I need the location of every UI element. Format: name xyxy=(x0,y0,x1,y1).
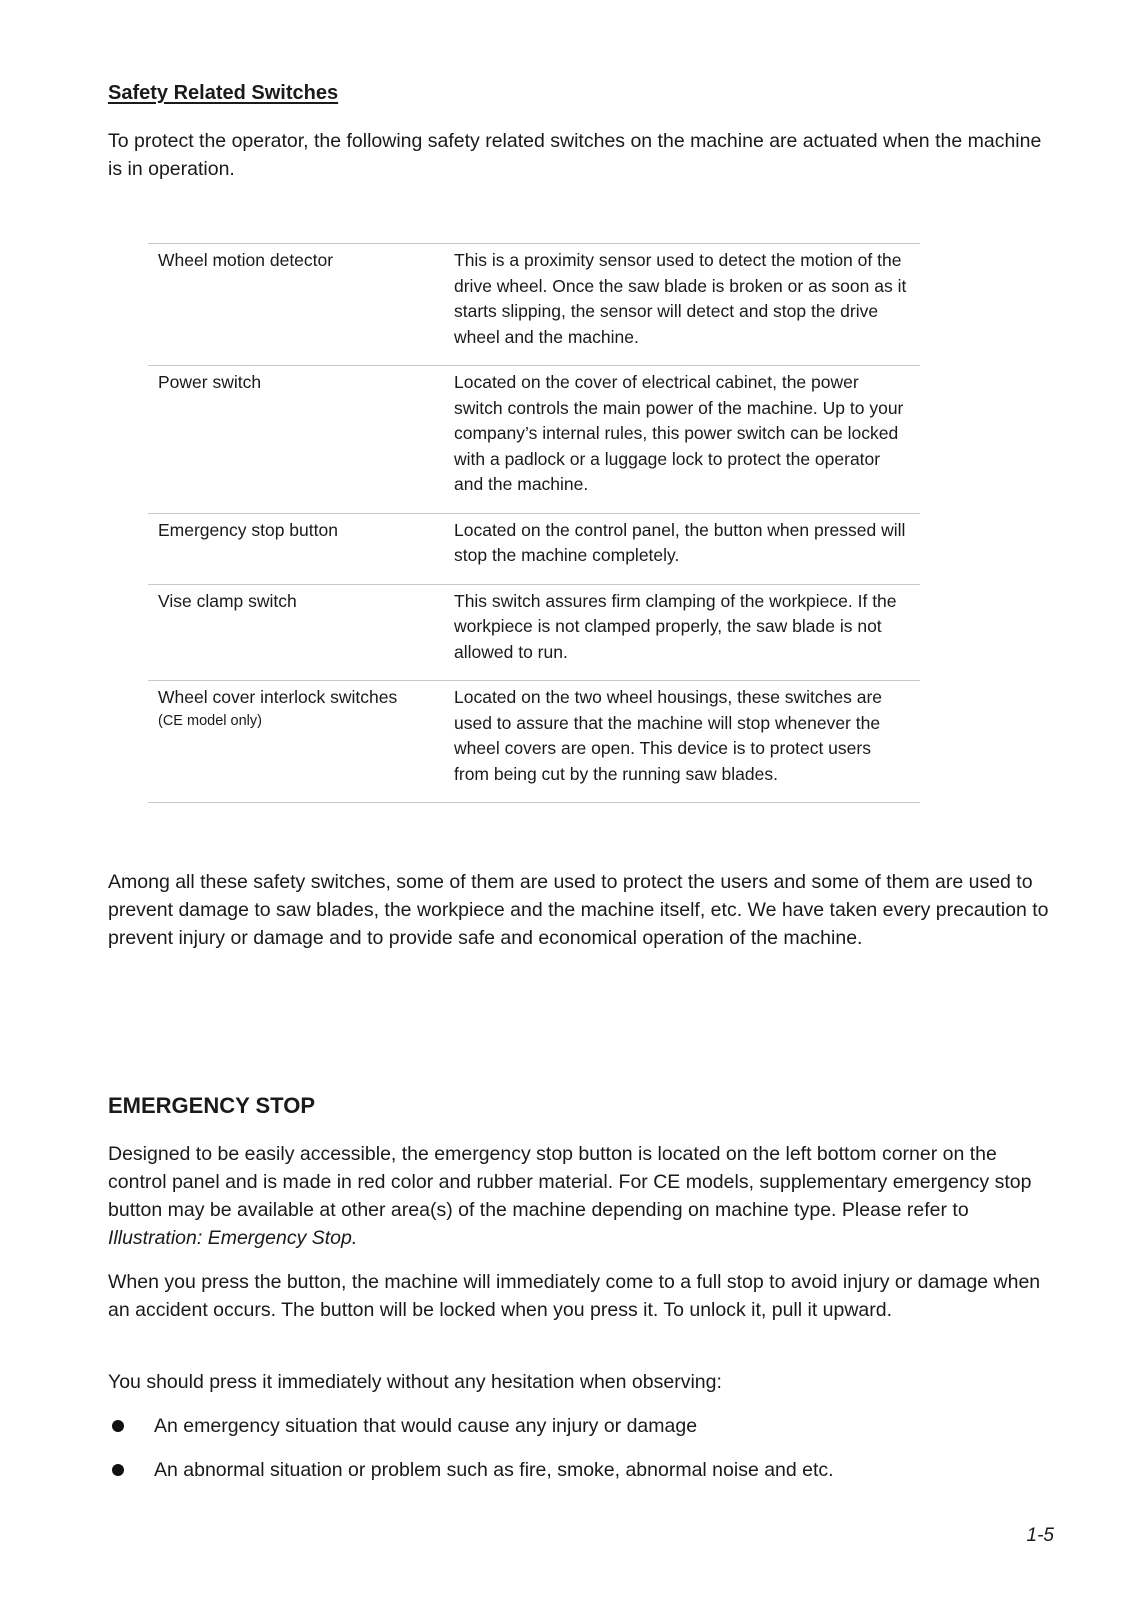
list-item xyxy=(108,1456,1050,1484)
switch-name-cell xyxy=(148,366,444,514)
safety-switches-table xyxy=(148,243,920,803)
section-heading: Safety Related Switches xyxy=(108,82,339,104)
illustration-reference: Illustration: Emergency Stop. xyxy=(108,1227,358,1249)
switch-note: (CE model only) xyxy=(158,712,262,729)
switch-description: This switch assures firm clamping of the workpiece. If the workpiece is not clamped properly, the saw blade is not allowed to run. xyxy=(454,590,897,662)
switch-name: Vise clamp switch xyxy=(158,590,297,611)
emergency-paragraph-3: You should press it immediately without any hesitation when observing: xyxy=(108,1371,722,1393)
switch-name-cell xyxy=(148,584,444,681)
switch-name: Emergency stop button xyxy=(158,519,338,540)
switch-name: Wheel motion detector xyxy=(158,250,334,270)
switch-description: Located on the cover of electrical cabinet, the power switch controls the main power of the machine. Up to your company’s internal rules, this power switch can be locked with a padlock or a luggage lock to protect the operator and the machine. xyxy=(454,372,904,494)
switch-description: This is a proximity sensor used to detect the motion of the drive wheel. Once the saw blade is broken or as soon as it starts slipping, the sensor will detect and stop the drive wheel and the machine. xyxy=(454,250,907,347)
list-item xyxy=(108,1412,1050,1440)
emergency-paragraph-1-text: Designed to be easily accessible, the emergency stop button is located on the left bottom corner on the control panel and is made in red color and rubber material. For CE models, supplementary emergency stop button may be available at other area(s) of the machine depending on machine type. Please refer to xyxy=(108,1143,1032,1221)
table-row xyxy=(148,681,920,803)
list-item-text: An emergency situation that would cause any injury or damage xyxy=(154,1415,698,1437)
table-row xyxy=(148,244,920,366)
summary-paragraph: Among all these safety switches, some of them are used to protect the users and some of them are used to prevent damage to saw blades, the workpiece and the machine itself, etc. We have taken every precaution to prevent injury or damage and to provide safe and economical operation of the machine. xyxy=(108,871,1049,949)
observation-list xyxy=(108,1412,1050,1500)
table-row xyxy=(148,584,920,681)
emergency-stop-heading: EMERGENCY STOP xyxy=(108,1093,316,1118)
intro-paragraph: To protect the operator, the following safety related switches on the machine are actuated when the machine is in operation. xyxy=(108,130,1042,180)
switch-description: Located on the control panel, the button when pressed will stop the machine completely. xyxy=(454,519,906,565)
emergency-paragraph-2: When you press the button, the machine will immediately come to a full stop to avoid injury or damage when an accident occurs. The button will be locked when you press it. To unlock it, pull it upward. xyxy=(108,1271,1041,1321)
table-row xyxy=(148,366,920,514)
switch-name-cell xyxy=(148,244,444,366)
switch-name: Wheel cover interlock switches xyxy=(158,687,398,707)
page-number: 1-5 xyxy=(1026,1525,1054,1546)
switch-description: Located on the two wheel housings, these switches are used to assure that the machine will stop whenever the wheel covers are open. This device is to protect users from being cut by the running saw blades. xyxy=(454,687,883,784)
list-item-text: An abnormal situation or problem such as fire, smoke, abnormal noise and etc. xyxy=(154,1459,834,1481)
bullet-dot-icon xyxy=(112,1464,124,1476)
switch-name-cell xyxy=(148,681,444,803)
bullet-dot-icon xyxy=(112,1420,124,1432)
table-row xyxy=(148,513,920,584)
switch-name: Power switch xyxy=(158,372,262,392)
switch-name-cell xyxy=(148,513,444,584)
emergency-paragraph-1 xyxy=(108,1140,1050,1252)
